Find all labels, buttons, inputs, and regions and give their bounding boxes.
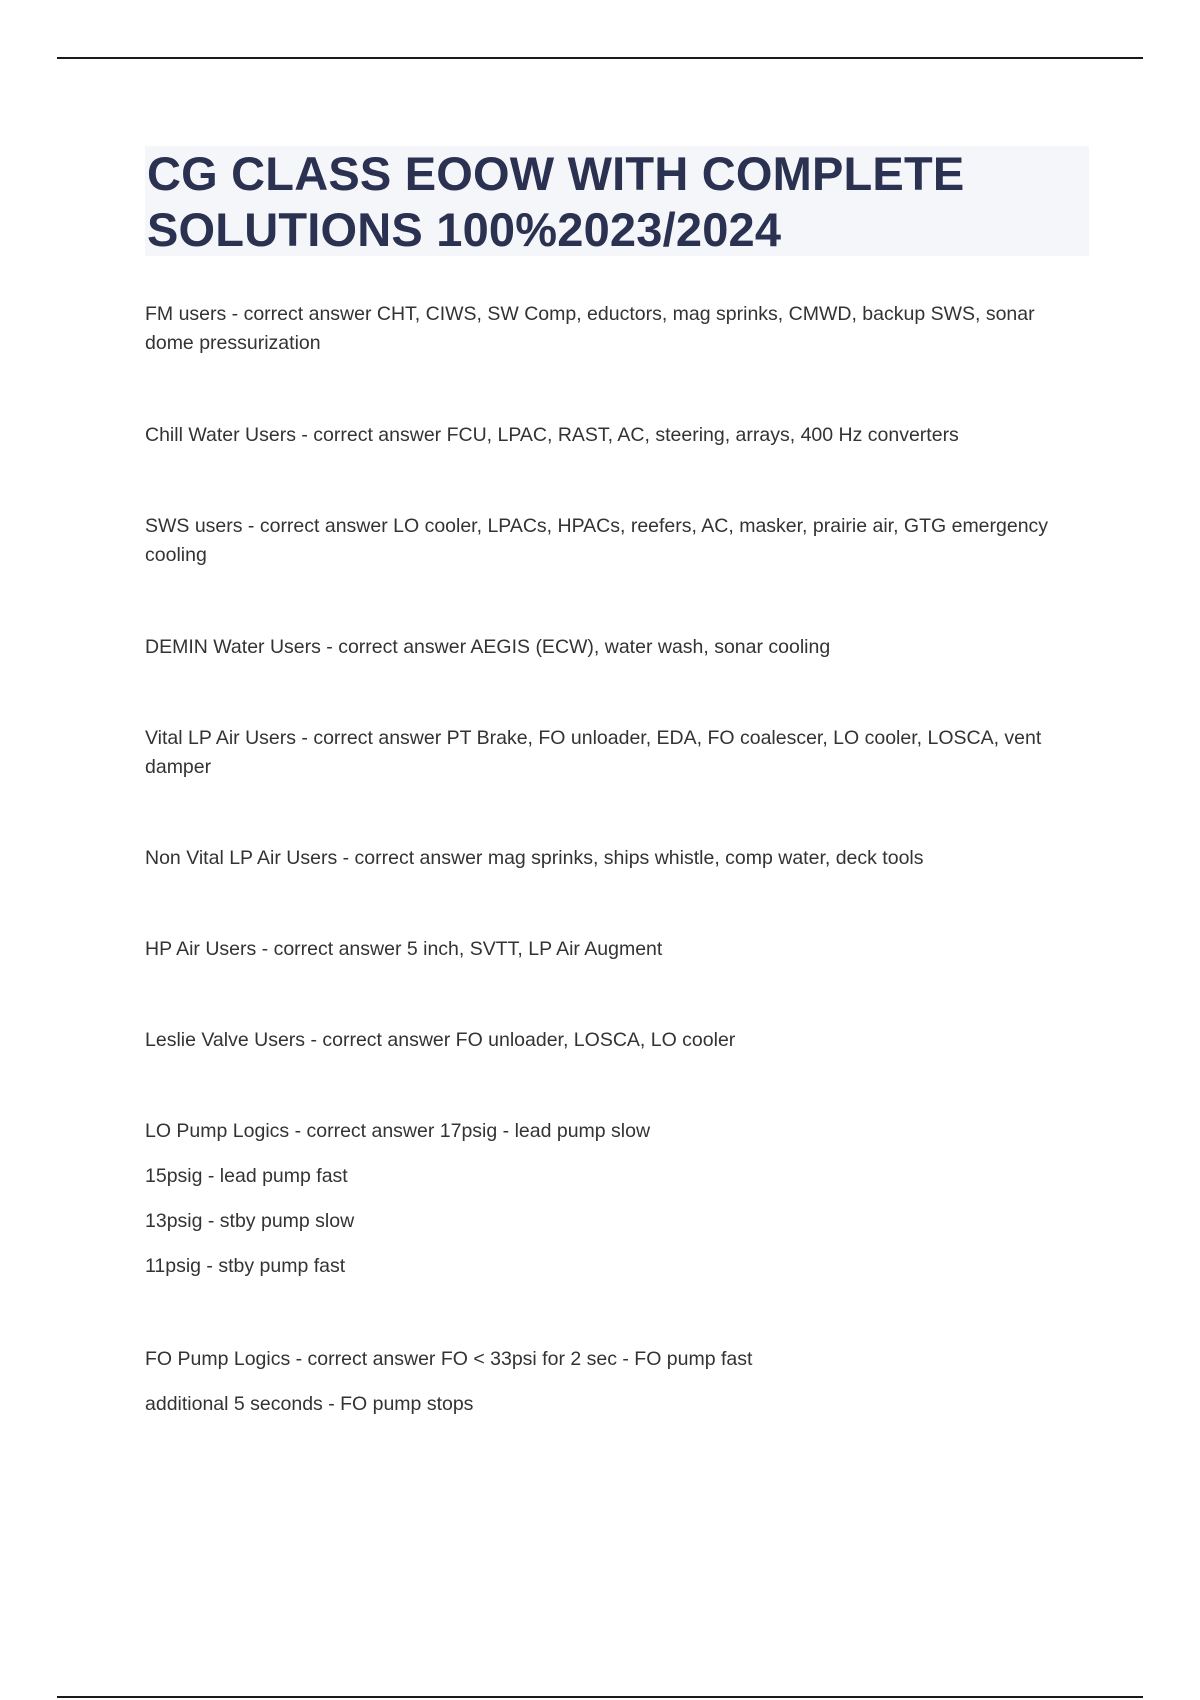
- header-rule: [57, 57, 1143, 59]
- qa-text: LO Pump Logics - correct answer 17psig - lead pump slow: [145, 1120, 651, 1142]
- qa-extra-line: additional 5 seconds - FO pump stops: [145, 1393, 474, 1415]
- qa-text: DEMIN Water Users - correct answer AEGIS (ECW), water wash, sonar cooling: [145, 636, 831, 658]
- qa-text: SWS users - correct answer LO cooler, LPACs, HPACs, reefers, AC, masker, prairie air, GTG emergency cooling: [145, 515, 1049, 566]
- qa-extra-line: 15psig - lead pump fast: [145, 1165, 348, 1187]
- qa-item: [145, 1345, 752, 1419]
- qa-text: Non Vital LP Air Users - correct answer mag sprinks, ships whistle, comp water, deck tools: [145, 847, 924, 869]
- qa-extra-line: 13psig - stby pump slow: [145, 1210, 355, 1232]
- qa-item: [145, 1117, 650, 1281]
- qa-item: [145, 633, 830, 662]
- qa-text: FM users - correct answer CHT, CIWS, SW Comp, eductors, mag sprinks, CMWD, backup SWS, sonar dome pressurization: [145, 303, 1035, 354]
- qa-text: FO Pump Logics - correct answer FO < 33psi for 2 sec - FO pump fast: [145, 1348, 753, 1370]
- qa-text: Chill Water Users - correct answer FCU, LPAC, RAST, AC, steering, arrays, 400 Hz converters: [145, 424, 959, 446]
- footer-rule: [57, 1696, 1143, 1698]
- qa-item: [145, 421, 959, 450]
- qa-item: [145, 512, 1055, 570]
- qa-text: HP Air Users - correct answer 5 inch, SVTT, LP Air Augment: [145, 938, 663, 960]
- qa-item: [145, 935, 662, 964]
- document-title: CG CLASS EOOW WITH COMPLETE SOLUTIONS 100%2023/2024: [147, 147, 965, 256]
- qa-item: [145, 724, 1055, 782]
- qa-extra-line: 11psig - stby pump fast: [145, 1255, 346, 1277]
- qa-item: [145, 1026, 735, 1055]
- qa-text: Vital LP Air Users - correct answer PT Brake, FO unloader, EDA, FO coalescer, LO cooler, LOSCA, vent damper: [145, 727, 1042, 778]
- qa-text: Leslie Valve Users - correct answer FO unloader, LOSCA, LO cooler: [145, 1029, 736, 1051]
- qa-item: [145, 300, 1055, 358]
- title-block: [145, 146, 1089, 256]
- qa-item: [145, 844, 924, 873]
